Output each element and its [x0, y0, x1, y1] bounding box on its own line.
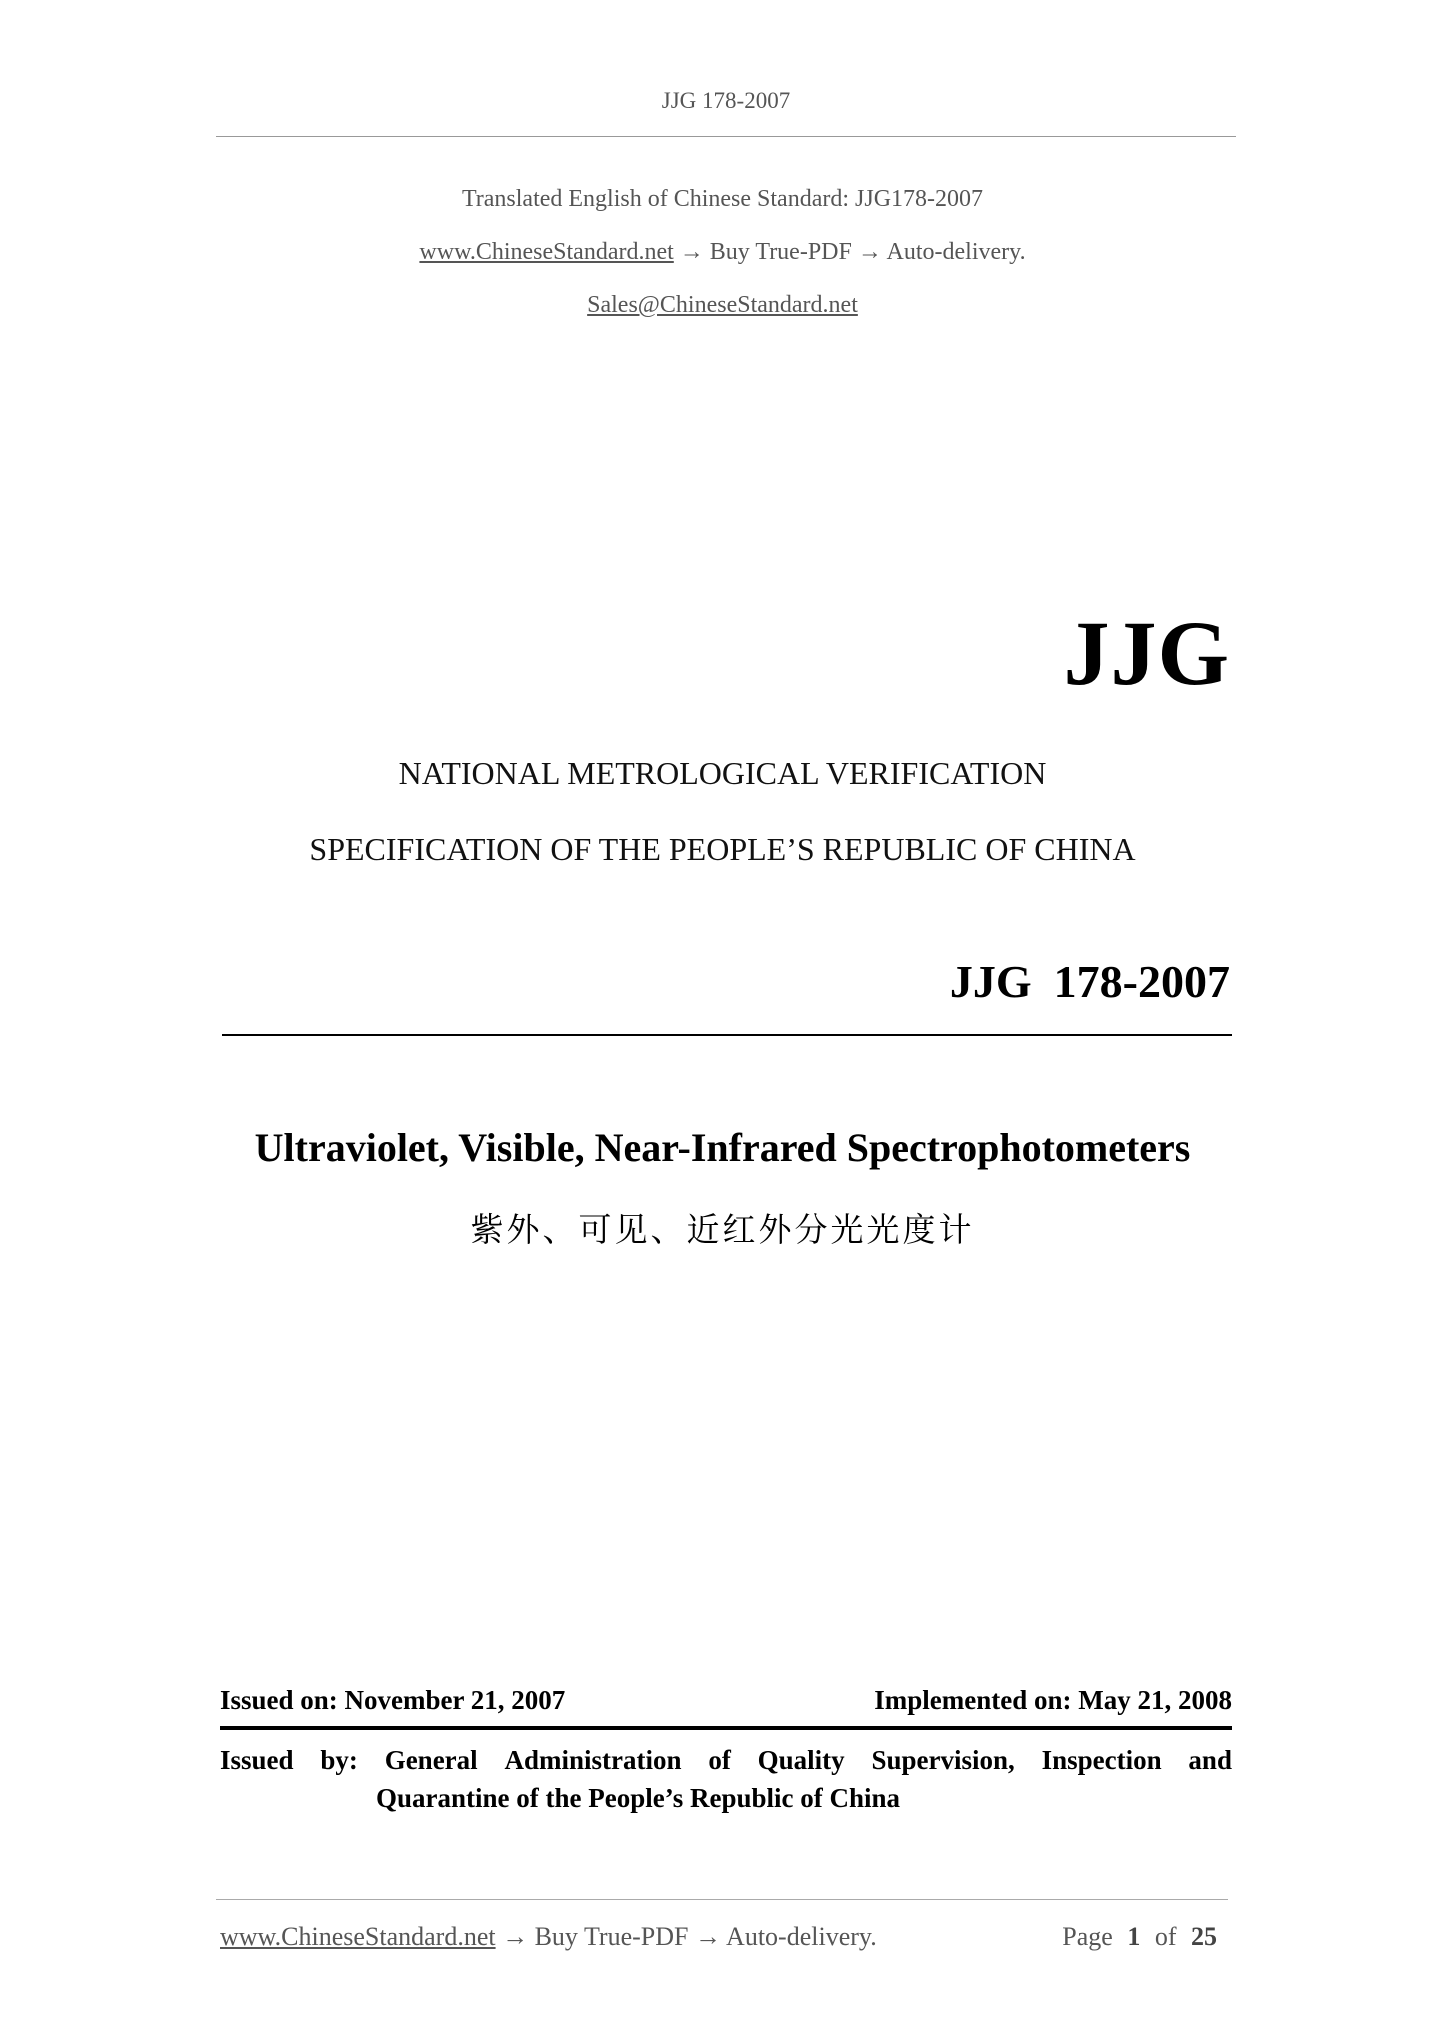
running-header: JJG 178-2007	[661, 88, 791, 113]
standard-code: 178-2007	[1053, 956, 1230, 1007]
issued-by-word: Issued	[220, 1745, 294, 1775]
jjg-logo: JJG	[1063, 602, 1230, 704]
issued-by-word: by:	[320, 1745, 358, 1775]
promo-email-line	[0, 292, 1445, 319]
page-current: 1	[1127, 1922, 1141, 1951]
dates-divider	[220, 1726, 1232, 1730]
issued-by-word: Quality	[757, 1745, 845, 1775]
standard-prefix: JJG	[949, 956, 1032, 1007]
issued-by-word: Administration	[504, 1745, 682, 1775]
promo-translation-note: Translated English of Chinese Standard: JJG178-2007	[461, 186, 984, 212]
page-label: Page	[1062, 1922, 1113, 1951]
issued-by-word: of	[708, 1745, 731, 1775]
issued-by-block	[220, 1741, 1232, 1817]
promo-site-line	[0, 239, 1445, 266]
implemented-on-date: Implemented on: May 21, 2008	[874, 1685, 1232, 1715]
document-title-chinese: 紫外、可见、近红外分光光度计	[470, 1210, 975, 1249]
site-suffix: → Buy True-PDF → Auto-delivery.	[679, 239, 1026, 265]
footer-divider	[216, 1899, 1228, 1900]
page-number	[1062, 1922, 1225, 1952]
issued-by-word: Inspection	[1041, 1745, 1162, 1775]
page-of: of	[1154, 1922, 1177, 1951]
document-title-english: Ultraviolet, Visible, Near-Infrared Spectrophotometers	[254, 1125, 1191, 1170]
header-divider	[216, 136, 1236, 137]
standard-number	[950, 955, 1230, 1008]
issued-by-line1	[220, 1741, 1232, 1779]
site-link[interactable]: www.ChineseStandard.net	[419, 239, 674, 265]
issued-on-date: Issued on: November 21, 2007	[220, 1685, 566, 1715]
issued-by-word: General	[384, 1745, 478, 1775]
footer-site-link[interactable]: www.ChineseStandard.net	[220, 1922, 496, 1951]
page-total: 25	[1191, 1922, 1217, 1951]
issued-by-word: and	[1188, 1745, 1232, 1775]
org-name-line2: SPECIFICATION OF THE PEOPLE’S REPUBLIC OF CHINA	[309, 831, 1136, 867]
org-name-line1: NATIONAL METROLOGICAL VERIFICATION	[398, 755, 1047, 791]
issued-by-word: Supervision,	[871, 1745, 1015, 1775]
email-link[interactable]: Sales@ChineseStandard.net	[587, 292, 858, 318]
footer-promo	[220, 1922, 877, 1952]
title-divider	[222, 1034, 1232, 1036]
issued-by-line2: Quarantine of the People’s Republic of China	[376, 1783, 901, 1813]
footer-site-suffix: → Buy True-PDF → Auto-delivery.	[502, 1922, 877, 1951]
